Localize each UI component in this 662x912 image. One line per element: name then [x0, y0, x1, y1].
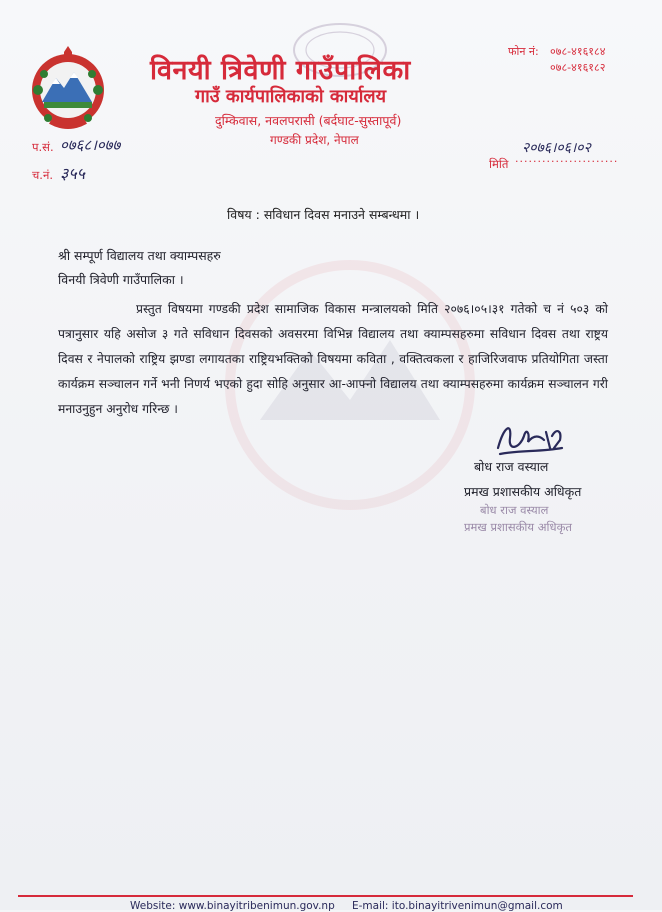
- office-address: दुम्किवास, नवलपरासी (बर्दघाट-सुस्तापूर्व): [215, 113, 402, 128]
- footer-divider: [18, 895, 633, 897]
- footer-website: Website: www.binayitribenimun.gov.np: [130, 900, 335, 912]
- office-subtitle: गाउँ कार्यपालिकाको कार्यालय: [195, 86, 387, 107]
- stamp-name: बोध राज वस्याल: [480, 503, 549, 517]
- cn-label: च.नं.: [32, 168, 53, 182]
- miti-label: मिति: [489, 157, 509, 171]
- ps-value: ०७६८।०७७: [60, 136, 121, 154]
- letter-date: २०७६।०६।०२: [522, 140, 591, 156]
- office-state: गण्डकी प्रदेश, नेपाल: [270, 133, 359, 147]
- stamp-designation: प्रमख प्रशासकीय अधिकृत: [464, 520, 572, 534]
- recipient-line-1: श्री सम्पूर्ण विद्यालय तथा क्याम्पसहरु: [58, 248, 221, 263]
- signatory-designation: प्रमख प्रशासकीय अधिकृत: [464, 484, 582, 499]
- footer-email: E-mail: ito.binayitrivenimun@gmail.com: [352, 900, 563, 912]
- phone-number-2: ०७८-४१६१८२: [550, 61, 606, 74]
- cn-value: ३५५: [60, 164, 85, 183]
- office-name: विनयी त्रिवेणी गाउँपालिका: [150, 55, 411, 86]
- miti-dotted-line: .......................: [515, 152, 619, 165]
- nepal-emblem-icon: [24, 44, 112, 132]
- recipient-line-2: विनयी त्रिवेणी गाउँपालिका ।: [58, 272, 184, 287]
- phone-label: फोन नं:: [508, 45, 539, 58]
- letter-subject: विषय : सविधान दिवस मनाउने सम्बन्धमा ।: [227, 207, 420, 222]
- signatory-name: बोध राज वस्याल: [474, 459, 549, 474]
- letter-body: प्रस्तुत विषयमा गण्डकी प्रदेश सामाजिक विकास मन्त्रालयको मिति २०७६।०५।३१ गतेको च नं ५०३ को पत्रानुसार यहि असोज ३ गते सविधान दिवसको अवसरमा विभिन्न विद्यालय तथा क्याम्पसहरुमा सविधान दिवस तथा राष्ट्रय दिवस र नेपालको राष्ट्रिय झण्डा लगायतका राष्ट्रियभक्तिको विषयमा कविता , वक्तित्वकला र हाजिरिजवाफ प्रतियोगिता जस्ता कार्यक्रम सञ्चालन गर्ने भनी निणर्य भएको हुदा सोहि अनुसार आ-आफ्नो विद्यालय तथा क्याम्पसहरुमा कार्यक्रम सञ्चालन गरी मनाउनुहुन अनुरोध गरिन्छ ।: [58, 302, 608, 416]
- phone-number-1: ०७८-४१६१८४: [550, 45, 606, 58]
- ps-label: प.सं.: [32, 140, 54, 154]
- signature-icon: [490, 418, 570, 462]
